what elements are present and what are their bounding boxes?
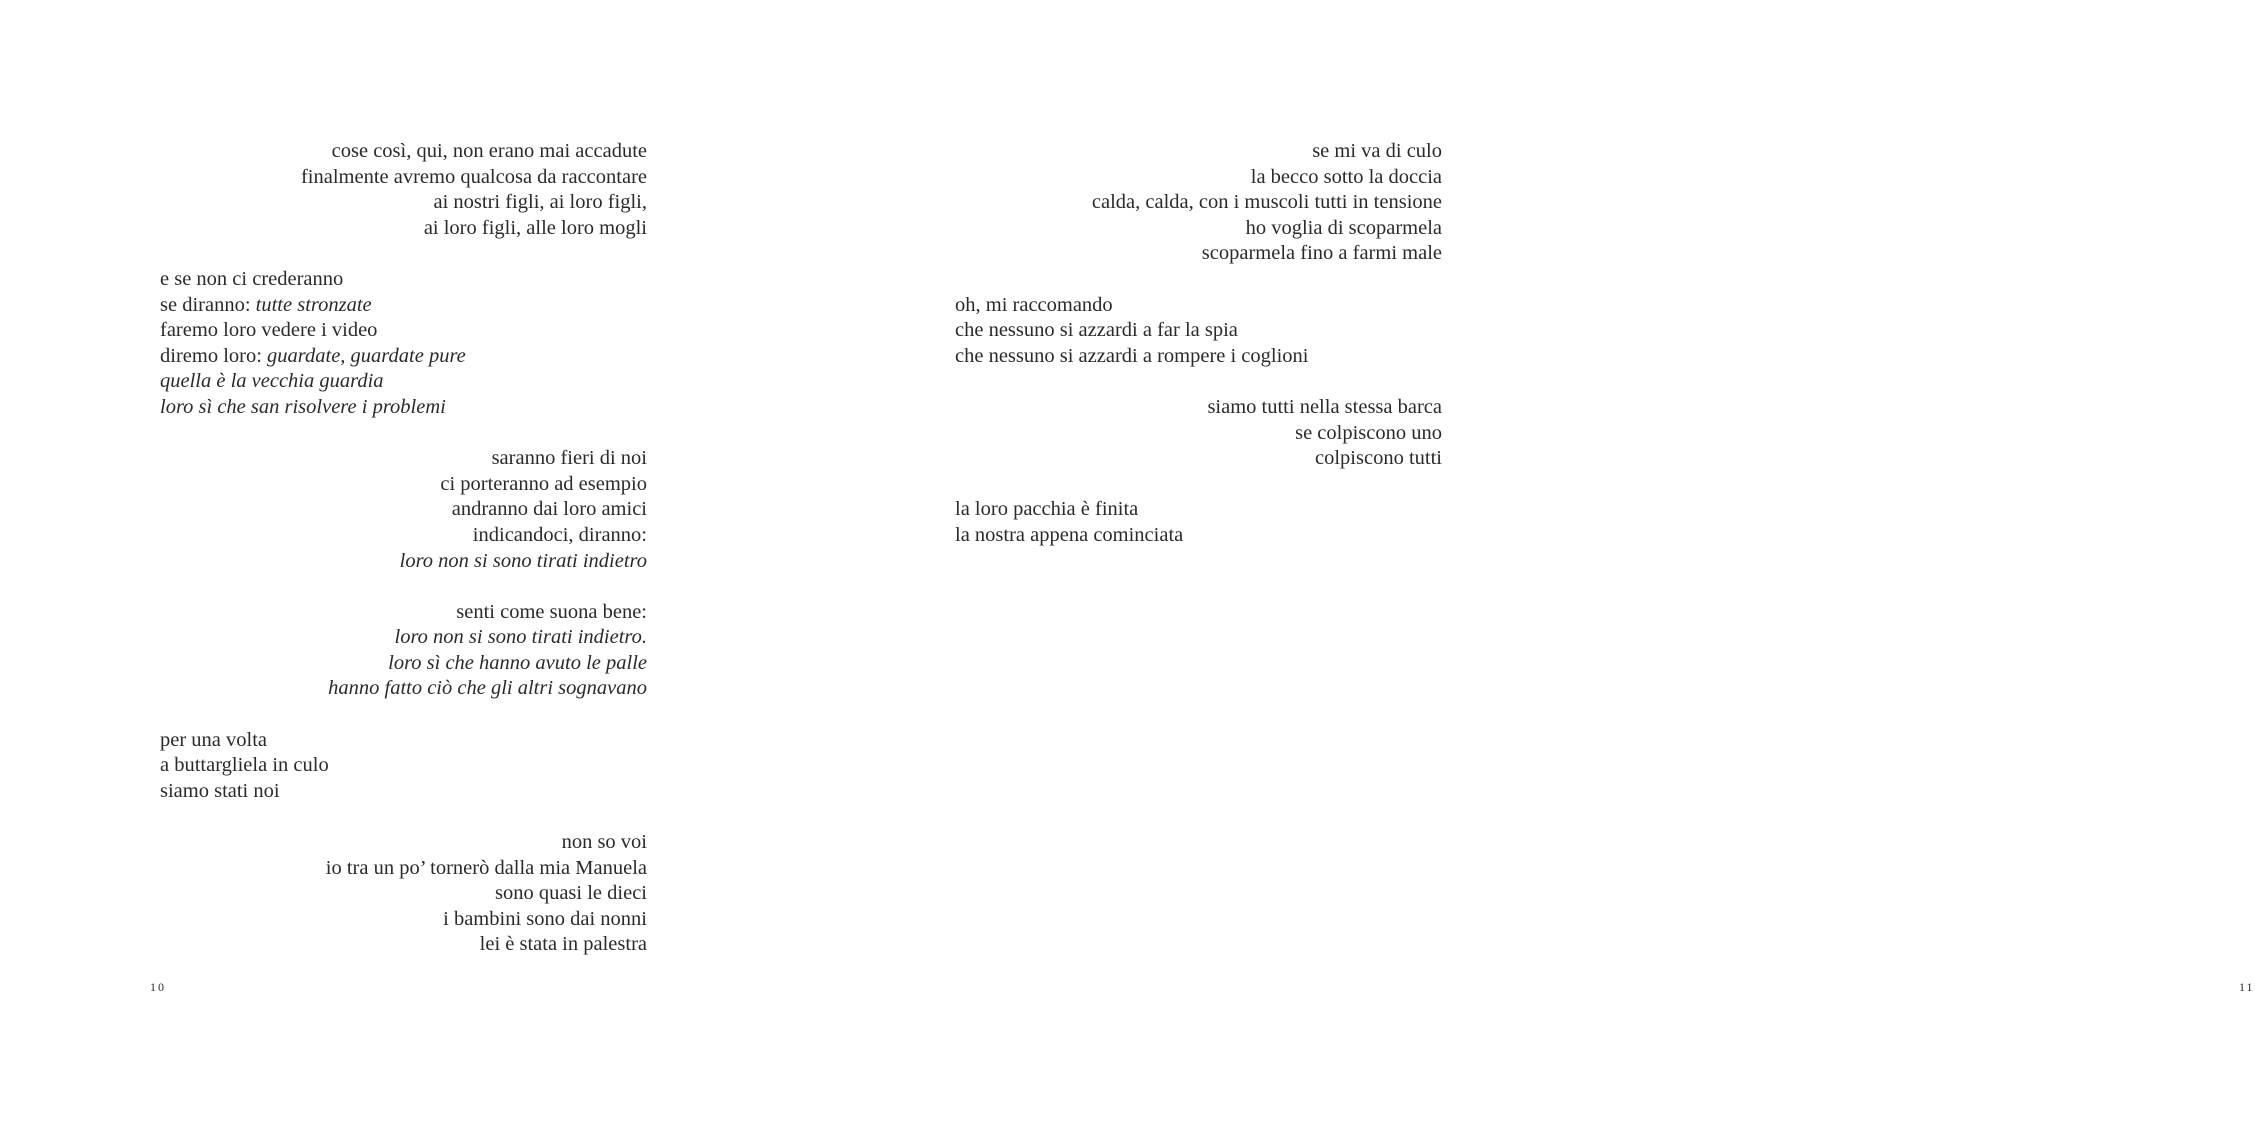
verse-line: [160, 165, 647, 191]
verse-text: e se non ci crederanno: [160, 267, 344, 290]
page-number: 10: [150, 980, 166, 994]
verse-line: [955, 344, 1442, 370]
verse-text: se colpiscono uno: [1295, 421, 1442, 444]
verse-line: [160, 267, 647, 293]
verse-line: [160, 216, 647, 242]
italic-text: quella è la vecchia guardia: [160, 370, 384, 393]
verse-text: che nessuno si azzardi a far la spia: [955, 319, 1238, 342]
verse-text: finalmente avremo qualcosa da raccontare: [300, 165, 647, 188]
verse-line: [160, 190, 647, 216]
verse-text: ai nostri figli, ai loro figli,: [433, 191, 647, 214]
left-page: [0, 0, 797, 1122]
verse-line: [160, 497, 647, 523]
verse-line: [955, 241, 1442, 267]
verse-text: faremo loro vedere i video: [160, 319, 378, 342]
verse-text: se diranno:: [160, 293, 256, 316]
stanza: [160, 267, 647, 421]
verse-line: [160, 856, 647, 882]
stanza: [160, 446, 647, 574]
italic-text: guardate, guardate pure: [267, 344, 466, 367]
verse-line: [160, 472, 647, 498]
verse-line: [160, 318, 647, 344]
stanza: [955, 497, 1442, 548]
verse-line: [160, 549, 647, 575]
verse-text: io tra un po’ tornerò dalla mia Manuela: [325, 856, 647, 879]
stanza: [955, 395, 1442, 472]
verse-text: diremo loro:: [160, 344, 268, 367]
verse-text: i bambini sono dai nonni: [443, 907, 647, 930]
verse-line: [955, 523, 1442, 549]
verse-text: la becco sotto la doccia: [1250, 165, 1442, 188]
verse-text: andranno dai loro amici: [451, 498, 647, 521]
verse-line: [955, 165, 1442, 191]
stanza: [160, 139, 647, 241]
verse-line: [955, 421, 1442, 447]
stanza: [955, 293, 1442, 370]
verse-line: [955, 216, 1442, 242]
verse-text: ai loro figli, alle loro mogli: [423, 216, 647, 239]
verse-text: sono quasi le dieci: [494, 882, 647, 905]
verse-line: [955, 446, 1442, 472]
italic-text: hanno fatto ciò che gli altri sognavano: [328, 677, 647, 700]
verse-text: calda, calda, con i muscoli tutti in tensione: [1091, 191, 1442, 214]
verse-text: non so voi: [561, 831, 647, 854]
verse-line: [160, 293, 647, 319]
verse-line: [160, 676, 647, 702]
verse-line: [160, 625, 647, 651]
verse-line: [160, 753, 647, 779]
verse-line: [160, 830, 647, 856]
verse-line: [160, 523, 647, 549]
italic-text: loro non si sono tirati indietro: [399, 549, 647, 572]
verse-line: [160, 139, 647, 165]
verse-line: [160, 651, 647, 677]
verse-text: la loro pacchia è finita: [955, 498, 1139, 521]
verse-text: lei è stata in palestra: [479, 933, 647, 956]
verse-text: saranno fieri di noi: [491, 447, 647, 470]
verse-line: [160, 932, 647, 958]
verse-line: [955, 293, 1442, 319]
verse-text: oh, mi raccomando: [955, 293, 1113, 316]
page-number: 11: [2239, 980, 2255, 994]
stanza: [160, 600, 647, 702]
verse-text: per una volta: [160, 728, 268, 751]
verse-text: colpiscono tutti: [1315, 447, 1442, 470]
italic-text: tutte stronzate: [255, 293, 372, 316]
verse-line: [955, 395, 1442, 421]
verse-line: [955, 139, 1442, 165]
italic-text: loro sì che san risolvere i problemi: [160, 395, 446, 418]
verse-text: la nostra appena cominciata: [955, 523, 1184, 546]
verse-line: [160, 369, 647, 395]
verse-text: se mi va di culo: [1312, 140, 1442, 162]
verse-line: [160, 881, 647, 907]
stanza: [160, 728, 647, 805]
verse-text: ci porteranno ad esempio: [440, 472, 647, 495]
right-page: [797, 0, 2255, 1122]
verse-text: che nessuno si azzardi a rompere i coglioni: [955, 344, 1309, 367]
stanza: [160, 830, 647, 958]
verse-line: [160, 395, 647, 421]
verse-text: siamo stati noi: [160, 779, 280, 802]
verse-text: cose così, qui, non erano mai accadute: [331, 140, 647, 162]
verse-line: [955, 497, 1442, 523]
verse-line: [160, 446, 647, 472]
italic-text: loro non si sono tirati indietro.: [394, 626, 647, 649]
italic-text: loro sì che hanno avuto le palle: [388, 651, 647, 674]
verse-line: [160, 728, 647, 754]
verse-text: scoparmela fino a farmi male: [1201, 242, 1442, 265]
verse-line: [160, 600, 647, 626]
verse-text: senti come suona bene:: [456, 600, 647, 623]
stanza: [955, 139, 1442, 267]
verse-text: indicandoci, diranno:: [472, 523, 647, 546]
verse-text: ho voglia di scoparmela: [1245, 216, 1442, 239]
verse-text: siamo tutti nella stessa barca: [1207, 395, 1442, 418]
verse-text: a buttargliela in culo: [160, 754, 329, 777]
poem-column: [160, 139, 647, 984]
poem-column: [955, 139, 1442, 574]
verse-line: [160, 344, 647, 370]
verse-line: [160, 907, 647, 933]
verse-line: [955, 318, 1442, 344]
verse-line: [955, 190, 1442, 216]
verse-line: [160, 779, 647, 805]
